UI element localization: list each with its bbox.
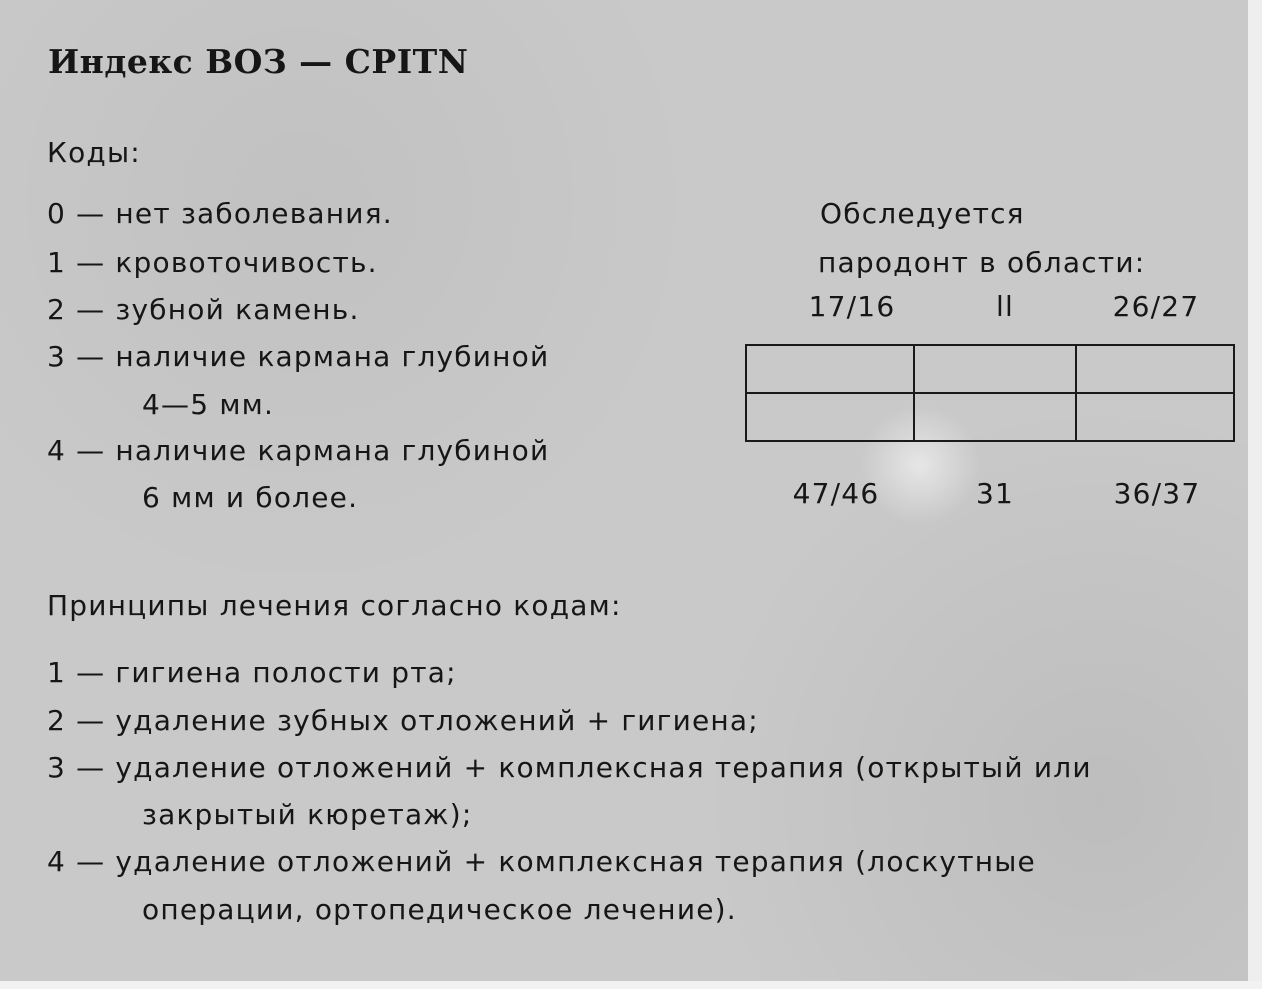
code-item-0: 0 — нет заболевания. bbox=[47, 197, 393, 230]
grid-cell-bottom-middle bbox=[915, 394, 1075, 440]
code-item-4: 4 — наличие кармана глубиной bbox=[47, 434, 550, 467]
grid-cell-top-left bbox=[747, 346, 913, 392]
code-item-4-continuation: 6 мм и более. bbox=[142, 481, 359, 514]
grid-cell-bottom-right bbox=[1077, 394, 1233, 440]
page-edge-bottom bbox=[0, 981, 1262, 989]
code-item-1: 1 — кровоточивость. bbox=[47, 246, 378, 279]
code-item-2: 2 — зубной камень. bbox=[47, 293, 360, 326]
page-edge-right bbox=[1248, 0, 1262, 989]
tooth-label-top-left: 17/16 bbox=[808, 290, 896, 323]
code-item-3: 3 — наличие кармана глубиной bbox=[47, 340, 550, 373]
tooth-label-bottom-middle: 31 bbox=[975, 477, 1015, 510]
treatment-item-1: 1 — гигиена полости рта; bbox=[47, 656, 457, 689]
code-item-3-continuation: 4—5 мм. bbox=[142, 388, 275, 421]
grid-cell-top-middle bbox=[915, 346, 1075, 392]
treatment-item-4: 4 — удаление отложений + комплексная терапия (лоскутные bbox=[47, 845, 1036, 878]
exam-caption-line-2: пародонт в области: bbox=[818, 246, 1146, 279]
treatment-item-4-continuation: операции, ортопедическое лечение). bbox=[142, 893, 737, 926]
tooth-label-top-right: 26/27 bbox=[1112, 290, 1200, 323]
grid-cell-bottom-left bbox=[747, 394, 913, 440]
treatment-item-3-continuation: закрытый кюретаж); bbox=[142, 798, 473, 831]
document-title: Индекс ВОЗ — CPITN bbox=[48, 42, 469, 81]
treatment-item-2: 2 — удаление зубных отложений + гигиена; bbox=[47, 704, 759, 737]
grid-cell-top-right bbox=[1077, 346, 1233, 392]
exam-caption-line-1: Обследуется bbox=[820, 197, 1025, 230]
treatment-item-3: 3 — удаление отложений + комплексная терапия (открытый или bbox=[47, 751, 1092, 784]
sextant-grid bbox=[745, 344, 1235, 442]
treatment-heading: Принципы лечения согласно кодам: bbox=[47, 589, 622, 622]
tooth-label-top-middle: ll bbox=[996, 290, 1014, 323]
codes-heading: Коды: bbox=[47, 136, 141, 169]
tooth-label-bottom-left: 47/46 bbox=[792, 477, 880, 510]
tooth-label-bottom-right: 36/37 bbox=[1113, 477, 1201, 510]
